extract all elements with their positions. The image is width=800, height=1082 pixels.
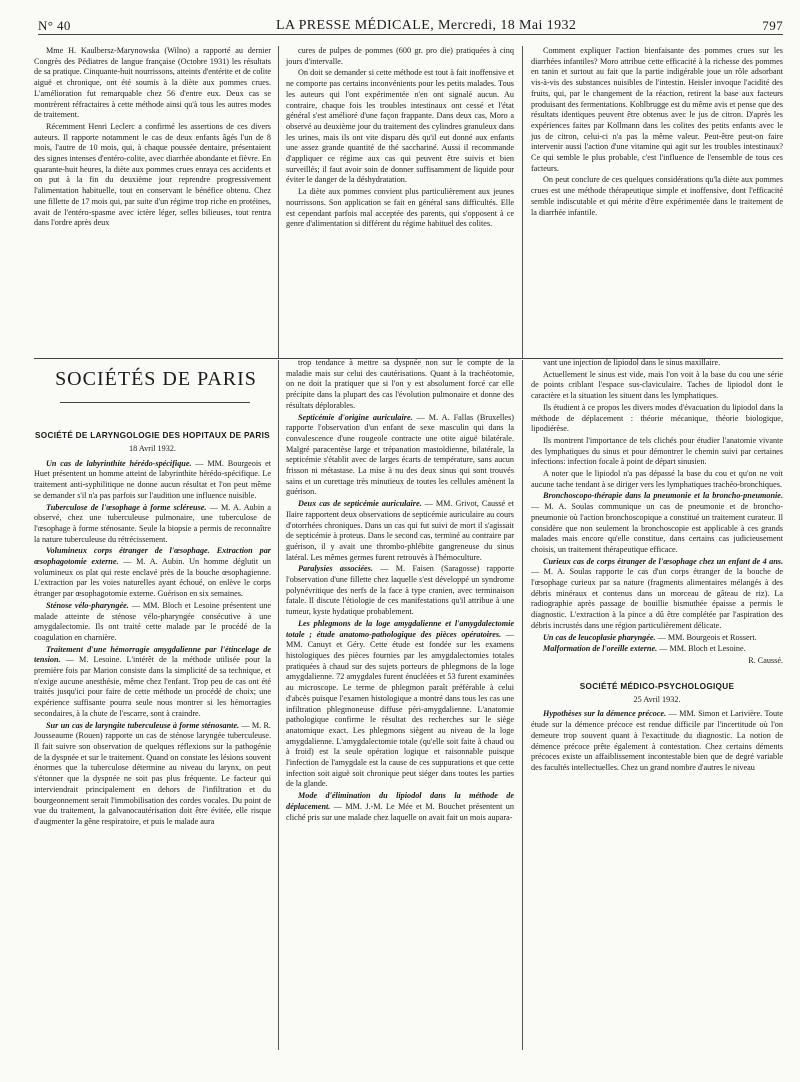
entry-title: Un cas de leucoplasie pharyngée. bbox=[543, 632, 656, 642]
paragraph: cures de pulpes de pommes (600 gr. pro die) pratiquées à cinq jours d'intervalle. bbox=[286, 46, 514, 66]
entry-title: Paralysies associées. bbox=[298, 564, 373, 574]
entry-title: Mode d'élimination du lipiodol dans la méthode de déplacement. bbox=[286, 791, 514, 811]
communication-entry bbox=[531, 469, 783, 490]
communication-entry bbox=[286, 791, 514, 823]
session-date: 18 Avril 1932. bbox=[129, 444, 176, 453]
entry-title: Traitement d'une hémorragie amygdalienne par l'étincelage de tension. bbox=[34, 644, 271, 665]
entry-title: Sténose vélo-pharyngée. bbox=[46, 600, 129, 610]
entry-body: — MM. Bloch et Lesoine présentent une malade atteinte de sténose vélo-pharyngée consécutive à une amygdalectomie. Ils ont traité cette malade par le procédé de la coagulation en charnière. bbox=[34, 600, 271, 642]
communication-entry bbox=[34, 546, 271, 600]
column-rule bbox=[522, 360, 523, 1050]
article-column-2 bbox=[286, 46, 514, 356]
entry-body: — MM. Bloch et Lesoine. bbox=[657, 644, 746, 654]
societes-column-3 bbox=[531, 358, 783, 1045]
entry-title: Un cas de labyrinthite hérédo-spécifique. bbox=[46, 458, 192, 468]
session-date: 25 Avril 1932. bbox=[633, 694, 681, 704]
entry-body: — MM. Canuyt et Géry. Cette étude est fondée sur les examens histologiques des pièces fournies par les amygdalectomies totales pratiquées à chaud sur des sujets porteurs de phlegmons de la loge amygdalienne. 72 amygdales furent énucléées et 53 furent examinées au microscope. Le terme de phlegmon paraît préférable à celui d'abcès puisque l'examen histologique a montré dans tous les cas une infiltration phlegmoneuse diffuse péri-amygdalienne. L'anatomie pathologique confirme le résultat des recherches sur le siège anatomique exact. Les phlegmons siègent au niveau de la loge amygdalienne. L'amygdalectomie totale (qu'elle soit faite à chaud ou à froid) est la seule opération logique et raisonnable puisque l'infection de l'amygdale est la cause de ces suppurations et que cette infection soit aiguë soit chronique peut siéger dans toutes les parties de la glande. bbox=[286, 629, 514, 789]
running-header bbox=[38, 18, 783, 35]
paragraph: La diète aux pommes convient plus particulièrement aux jeunes nourrissons. Son application se fait en général sans difficultés. Elle est cependant parfois mal acceptée des parents, qui s'opposent à ce genre d'alimentation si différent du régime habituel des colites. bbox=[286, 187, 514, 229]
entry-title: Bronchoscopo-thérapie dans la pneumonie et la broncho-pneumonie. bbox=[543, 491, 783, 501]
title-rule bbox=[60, 402, 250, 403]
article-column-3 bbox=[531, 46, 783, 356]
entry-body: A noter que le lipiodol n'a pas dépassé la base du cou et qu'on ne voit aucune tache tendant à se diriger vers les lymphatiques trachéo-bronchiques. bbox=[531, 469, 783, 489]
entry-body: Actuellement le sinus est vide, mais l'on voit à la base du cou une série de points criblant l'espace sus-claviculaire. Taches de lipiodol dont le caractère et la situation les situent dans les lymphatiques. bbox=[531, 369, 783, 401]
entry-body: — M. Faisen (Saragosse) rapporte l'observation d'une fillette chez laquelle s'est développé un syndrome polynévritique des nerfs de la face à type cranien, avec terminaison fatale. Il discute l'étiologie de ces manifestations qu'il attribue à une tumeur, kyste hydatique probablement. bbox=[286, 564, 514, 617]
communication-entry bbox=[286, 499, 514, 563]
entry-body: trop tendance à mettre sa dyspnée non sur le compte de la maladie mais sur celui des cautérisations. Quant à la trachéotomie, on ne doit la pratiquer que si l'on y est absolument forcé car elle précipite dans la plupart des cas l'évolution pulmonaire et donne des résultats déplorables. bbox=[286, 358, 514, 410]
entry-title: Volumineux corps étranger de l'œsophage. Extraction par œsophagotomie externe. bbox=[34, 546, 271, 567]
journal-masthead: LA PRESSE MÉDICALE, Mercredi, 18 Mai 1932 bbox=[276, 18, 577, 33]
communication-entry bbox=[531, 491, 783, 555]
paragraph: On peut conclure de ces quelques considérations qu'la diète aux pommes crues est une méthode thérapeutique simple et inoffensive, dont l'efficacité semble indiscutable et qui mérite d'être expérimentée dans le traitement de la diarrhée infantile. bbox=[531, 175, 783, 217]
societes-column-2 bbox=[286, 358, 514, 1045]
section-title: SOCIÉTÉS DE PARIS bbox=[55, 368, 257, 390]
society-name: SOCIÉTÉ DE LARYNGOLOGIE DES HOPITAUX DE PARIS bbox=[35, 431, 270, 440]
entry-body: — MM. Simon et Larivière. Toute étude sur la démence précoce est rendue difficile par l'incertitude où l'on demeure trop souvent quant à l'exactitude du diagnostic. La notion de démence précoce prête également à contestation. Chez certains déments précoces existe un affaiblissement incontestable bien que de degré variable des facultés intellectuelles. Chez un grand nombre d'autres le niveau bbox=[531, 709, 783, 772]
communication-entry bbox=[531, 709, 783, 773]
entry-body: — M. Lesoine. L'intérêt de la méthode utilisée pour la première fois par Marion consiste dans la simplicité de sa technique, et n'exige aucune anesthésie, même chez l'enfant. Trop peu de cas ont été traités jusqu'ici pour faire de cette méthode un procédé de choix; une expérience suffisante pourra seule nous montrer si les hémorragies secondaires, à la chute de l'escarre, sont à craindre. bbox=[34, 655, 271, 718]
entry-body: — MM. Grivot, Caussé et Ilaire rapportent deux observations de septicémie auriculaire au cours d'otorrhées chroniques. Dans un cas qui fut suivi de mort il s'agissait de septicémie à proteus. Dans le second cas, terminé au contraire par guérison, il y avait une thrombo-phlébite gangreneuse du sinus latéral. Les mêmes germes furent retrouvés à l'hémoculture. bbox=[286, 499, 514, 562]
report-signature: R. Caussé. bbox=[748, 655, 783, 665]
communication-entry bbox=[286, 413, 514, 499]
entry-title: Curieux cas de corps étranger de l'œsophage chez un enfant de 4 ans. bbox=[543, 556, 783, 566]
communication-entry bbox=[286, 564, 514, 618]
entry-body: — M. A. Aubin. Un homme déglutit un volumineux os plat qui reste enclavé près de la bouche œsophagienne. L'extraction par les voies naturelles ayant échoué, on enlève le corps étranger par œsophagotomie externe. Guérison en six semaines. bbox=[34, 557, 271, 599]
entry-body: — M. A. Aubin a observé, chez une tuberculeuse pulmonaire, une tuberculose de l'œsophage à forme sténosante. Seule la biopsie a permis de reconnaître la nature tuberculeuse du rétrécissement. bbox=[34, 502, 271, 544]
society-name: SOCIÉTÉ MÉDICO-PSYCHOLOGIQUE bbox=[579, 681, 735, 691]
entry-title: Deux cas de septicémie auriculaire. bbox=[298, 499, 422, 509]
entry-body: Ils étudient à ce propos les divers modes d'évacuation du lipiodol dans la méthode de déplacement : théorie mécanique, théorie biologique, lipodiérèse. bbox=[531, 402, 783, 434]
paragraph: Mme H. Kaulbersz-Marynowska (Wilno) a rapporté au dernier Congrès des Pédiatres de langue française (Octobre 1931) les résultats de sa pratique. Cinquante-huit nourrissons, atteints d'entérite et de colite aiguë et chronique, ont été soumis à la diète aux pommes crues. L'amélioration fut remarquable chez 56 d'entre eux. Deux cas se montrèrent réfractaires à cette méthode ainsi qu'à tous les autres modes de traitement. bbox=[34, 46, 271, 120]
entry-body: vant une injection de lipiodol dans le sinus maxillaire. bbox=[543, 358, 721, 367]
communication-entry bbox=[531, 633, 783, 644]
communication-entry bbox=[34, 601, 271, 644]
entry-title: Sur un cas de laryngite tuberculeuse à forme sténosante. bbox=[46, 720, 240, 730]
entry-body: — MM. Bourgeois et Rossert. bbox=[655, 632, 757, 642]
communication-entry bbox=[34, 459, 271, 502]
entry-body: — M. A. Soulas rapporte le cas d'un corps étranger de la bouche de l'œsophage curieux par sa nature (fragments alimentaires mélangés à des débris minéraux et contenus dans un morceau de gâteau de riz). La radiographie après passage de bouillie bismuthée épaisse a permis le diagnostic. L'extraction à la pince a dû être complétée par l'aspiration des débris incrustés dans une région particulièrement délicate. bbox=[531, 567, 783, 630]
paragraph: Récemment Henri Leclerc a confirmé les assertions de ces divers auteurs. Il rapporte notamment le cas de deux enfants âgés l'un de 8 mois, l'autre de 10 mois, qui, à chaque poussée dentaire, présentaient des signes intenses d'entéro-colite, avec diarrhée abondante et fièvre. En quarante-huit heures, la diète aux pommes crues enraya ces accidents et on put à la fin du deuxième jour reprendre progressivement l'alimentation habituelle, tout en conservant le bénéfice obtenu. Chez une fillette de 17 mois qui, par suite d'un régime trop riche en protéines, avait de l'entéro-spasme avec ictère léger, selles bilieuses, tout rentra dans l'ordre après deux bbox=[34, 121, 271, 228]
communication-entry bbox=[531, 358, 783, 369]
communication-entry bbox=[34, 645, 271, 720]
issue-number: N° 40 bbox=[38, 18, 71, 33]
entry-body: — M. A. Fallas (Bruxelles) rapporte l'observation d'un enfant de sexe masculin qui dans la convalescence d'une rougeole contracte une otite aiguë bilatérale. Malgré paracentèse large et trépanation mastoïdienne, bilatérale, la septicémie s'établit avec de larges écarts de température, sans aucun frisson ni métastase. La mise à nu des deux sinus qui sont trouvés sains et un curettage très minutieux de toutes les cellules amènent la guérison. bbox=[286, 412, 514, 497]
entry-body: Ils montrent l'importance de tels clichés pour étudier l'anatomie vivante des lymphatiques du sinus et pour démontrer le chemin suivi par certaines infections: infection focale à point de départ sinusien. bbox=[531, 435, 783, 467]
communication-entry bbox=[531, 557, 783, 632]
entry-body: — MM. Bourgeois et Huet présentent un homme atteint de labyrinthite hérédo-spécifique. Le traitement anti-syphilitique ne donne aucun résultat et l'on peut même se demander s'il n'a pas parfois sur l'audition une influence nuisible. bbox=[34, 458, 271, 500]
paragraph: On doit se demander si cette méthode est tout à fait inoffensive et ne comporte pas certains inconvénients pour les petits malades. Tous les auteurs qui l'ont expérimentée n'en ont signalé aucun. Au contraire, chaque fois les troubles intestinaux ont cessé et l'état général s'est amélioré d'une façon frappante. Dans deux cas, Moro a observé au deuxième jour du traitement des cylindres granuleux dans les urines, mais ils ont vite disparu dès qu'il eut donné aux enfants une assez grande quantité de thé sacchariné. Aussi il recommande d'appliquer ce régime aux cas qui peuvent être suivis et bien surveillés; il faut avoir soin de donner suffisamment de liquide pour éviter le danger de la déshydratation. bbox=[286, 68, 514, 185]
entry-body: — M. R. Jousseaume (Rouen) rapporte un cas de sténose laryngée tuberculeuse. Il fait suivre son observation de quelques réflexions sur la pathogénie de la dyspnée et sur le traitement. Quand on constate les lésions souvent énormes que la tuberculose détermine au niveau du larynx, on peut s'étonner que la dyspnée ne soit pas plus fréquente. Le facteur qui interviendrait principalement en dehors de l'infiltration et du bourgeonnement serait l'immobilisation des cordes vocales. Du point de vue du traitement, la galvanocautérisation doit être évitée, elle risque d'augmenter la gêne respiratoire, et puis le malade aura bbox=[34, 720, 271, 826]
communication-entry bbox=[286, 358, 514, 412]
communication-entry bbox=[531, 370, 783, 402]
communication-entry bbox=[531, 403, 783, 435]
column-rule bbox=[522, 46, 523, 358]
column-rule bbox=[278, 360, 279, 1050]
entry-title: Hypothèses sur la démence précoce. bbox=[543, 709, 667, 719]
communication-entry bbox=[531, 436, 783, 468]
entry-title: Les phlegmons de la loge amygdalienne et l'amygdalectomie totale ; étude anatomo-pathologique des pièces opératoires. bbox=[286, 618, 514, 639]
entry-body: — MM. J.-M. Le Mée et M. Bouchet présentent un cliché pris sur une malade chez laquelle on avait fait un mois aupara- bbox=[286, 801, 514, 822]
communication-entry bbox=[34, 503, 271, 546]
page-number: 797 bbox=[762, 18, 783, 33]
communication-entry bbox=[286, 619, 514, 790]
societes-column-1 bbox=[34, 430, 271, 1045]
communication-entry bbox=[34, 721, 271, 828]
communication-entry bbox=[531, 644, 783, 655]
entry-body: — M. A. Soulas communique un cas de pneumonie et de broncho-pneumonie où l'action bronchoscopique a constitué un traitement curateur. Il considère que non seulement la bronchoscopie est applicable à ces grands malades mais encore qu'elle constitue, dans certains cas judicieusement choisis, un traitement thérapeutique efficace. bbox=[531, 502, 783, 554]
entry-title: Septicémie d'origine auriculaire. bbox=[298, 412, 413, 422]
entry-title: Malformation de l'oreille externe. bbox=[543, 644, 658, 654]
article-column-1 bbox=[34, 46, 271, 356]
column-rule bbox=[278, 46, 279, 358]
entry-title: Tuberculose de l'œsophage à forme scléreuse. bbox=[46, 502, 207, 512]
paragraph: Comment expliquer l'action bienfaisante des pommes crues sur les diarrhées infantiles? Moro attribue cette efficacité à la richesse des pommes en tanin et surtout au fait que la partie indigérable joue un rôle adsorbant vis-à-vis des substances nuisibles de l'intestin. Heisler invoque l'acidité des fruits, qui, par le changement de la réaction, retirent la base aux facteurs produisant des fermentations. Kohlbrugge est du même avis et pense que des résultats identiques peuvent être obtenus avec le jus de citron. D'après les expériences faites par Kollmann dans les colites des petits enfants avec le jus de citron, celui-ci n'a pas la même valeur. Peut-être peut-on faire intervenir aussi l'action d'une vitamine qui agit sur les troubles intestinaux? Ce qui semble le plus probable, c'est l'influence de l'ensemble de tous ces facteurs. bbox=[531, 46, 783, 173]
